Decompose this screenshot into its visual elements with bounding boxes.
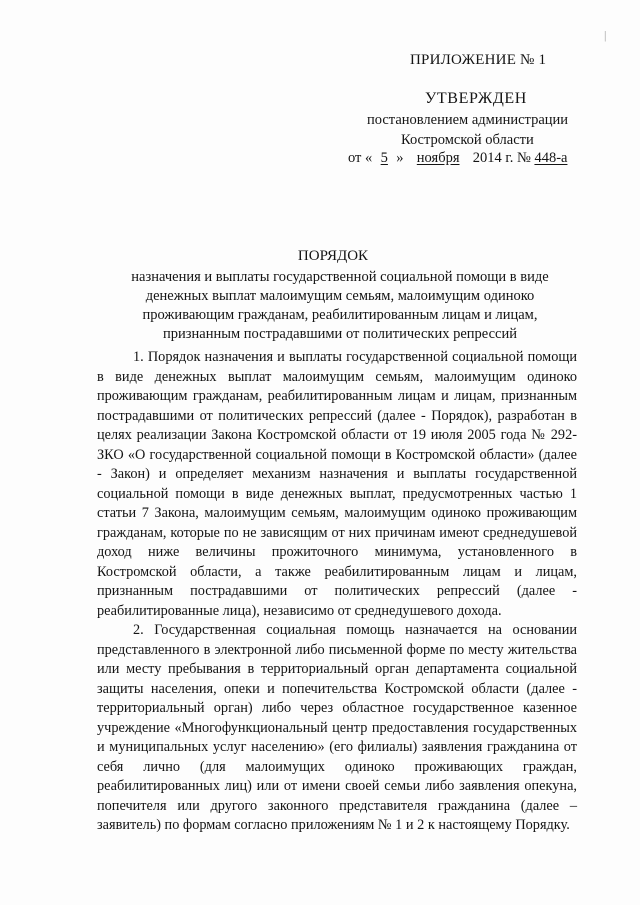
approval-line-region: Костромской области xyxy=(401,132,534,148)
document-subtitle: назначения и выплаты государственной социальной помощи в виде денежных выплат малоимущим семьям, малоимущим одиноко проживающим гражданам, реабилитированным лицам и лицам, признанным пострадавшими от политических репрессий xyxy=(131,269,549,342)
approval-date-line xyxy=(348,150,567,167)
approval-heading: УТВЕРЖДЕН xyxy=(425,90,527,107)
document-body xyxy=(97,348,577,836)
date-day: 5 xyxy=(380,150,388,166)
document-title: ПОРЯДОК xyxy=(297,248,369,264)
date-mid: » xyxy=(396,150,404,166)
document-number: 448-а xyxy=(534,150,568,166)
annex-label: ПРИЛОЖЕНИЕ № 1 xyxy=(410,52,547,68)
paragraph-1: 1. Порядок назначения и выплаты государственной социальной помощи в виде денежных выплат малоимущим семьям, малоимущим одиноко проживающим гражданам, реабилитированным лицам и лицам, признанным пострадавшими от политических репрессий (далее - Порядок), разработан в целях реализации Закона Костромской области от 19 июля 2005 года № 292-ЗКО «О государственной социальной помощи в Костромской области» (далее - Закон) и определяет механизм назначения и выплаты государственной социальной помощи в виде денежных выплат, предусмотренных частью 1 статьи 7 Закона, малоимущим семьям, малоимущим одиноко проживающим гражданам, которые по не зависящим от них причинам имеют среднедушевой доход ниже величины прожиточного минимума, установленного в Костромской области, а также реабилитированным лицам и лицам, признанным пострадавшими от политических репрессий (далее - реабилитированные лица), независимо от среднедушевого дохода. xyxy=(97,349,577,619)
paragraph-2: 2. Государственная социальная помощь назначается на основании представленного в электронной либо письменной форме по месту жительства или месту пребывания в территориальный орган департамента социальной защиты населения, опеки и попечительства Костромской области (далее - территориальный орган) либо через областное государственное казенное учреждение «Многофункциональный центр предоставления государственных и муниципальных услуг населению» (его филиалы) заявления гражданина от себя лично (для малоимущих одиноко проживающих граждан, реабилитированных лиц) или от имени своей семьи либо заявления опекуна, попечителя или другого законного представителя гражданина (далее – заявитель) по формам согласно приложениям № 1 и 2 к настоящему Порядку. xyxy=(97,622,577,833)
date-year: 2014 г. № xyxy=(472,150,531,166)
approval-line-decree: постановлением администрации xyxy=(367,112,569,128)
date-month: ноября xyxy=(416,150,460,166)
corner-mark: | xyxy=(604,28,607,42)
date-prefix: от « xyxy=(348,150,373,166)
